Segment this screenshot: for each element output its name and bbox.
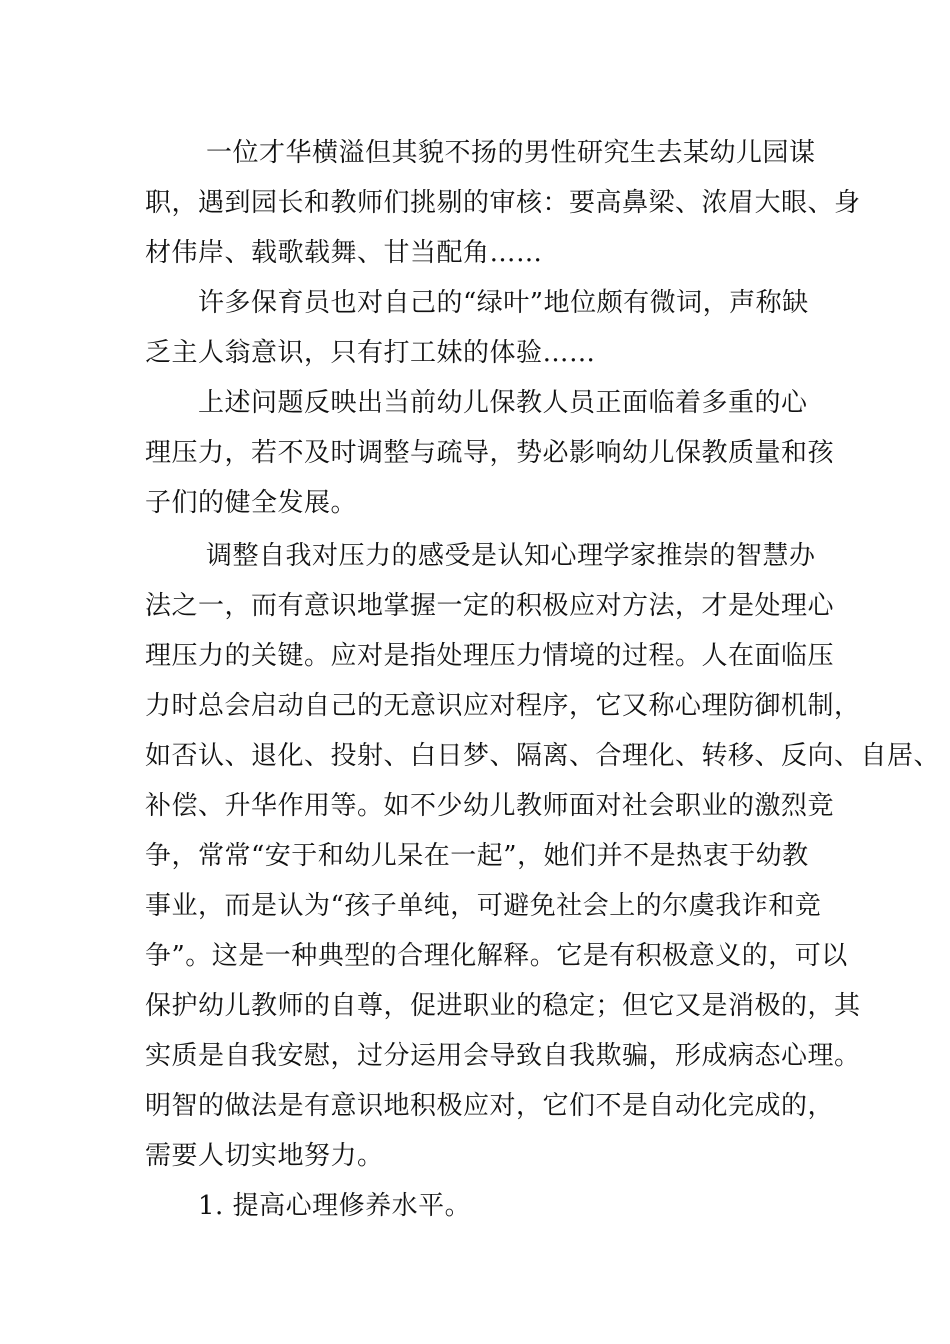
paragraph-2-line-1: 许多保育员也对自己的“绿叶”地位颇有微词，声称缺 xyxy=(198,288,809,318)
paragraph-4-line-10: 保护幼儿教师的自尊，促进职业的稳定；但它又是消极的，其 xyxy=(145,991,861,1021)
paragraph-4-line-11: 实质是自我安慰，过分运用会导致自我欺骗，形成病态心理。 xyxy=(145,1041,861,1071)
section-heading-1: 1. 提高心理修养水平。 xyxy=(198,1191,472,1221)
paragraph-3-line-2: 理压力，若不及时调整与疏导，势必影响幼儿保教质量和孩 xyxy=(145,438,835,468)
paragraph-4-line-2: 法之一，而有意识地掌握一定的积极应对方法，才是处理心 xyxy=(145,591,835,621)
paragraph-4-line-9: 争”。这是一种典型的合理化解释。它是有积极意义的，可以 xyxy=(145,941,848,971)
paragraph-1-line-3: 材伟岸、载歌载舞、甘当配角…… xyxy=(145,238,543,268)
paragraph-3-line-1: 上述问题反映出当前幼儿保教人员正面临着多重的心 xyxy=(198,388,808,418)
paragraph-2-line-2: 乏主人翁意识，只有打工妹的体验…… xyxy=(145,338,596,368)
paragraph-4-line-4: 力时总会启动自己的无意识应对程序，它又称心理防御机制， xyxy=(145,691,861,721)
paragraph-1-line-1: 一位才华横溢但其貌不扬的男性研究生去某幼儿园谋 xyxy=(206,138,816,168)
paragraph-4-line-12: 明智的做法是有意识地积极应对，它们不是自动化完成的， xyxy=(145,1091,835,1121)
paragraph-4-line-7: 争，常常“安于和幼儿呆在一起”，她们并不是热衷于幼教 xyxy=(145,841,809,871)
paragraph-4-line-3: 理压力的关键。应对是指处理压力情境的过程。人在面临压 xyxy=(145,641,835,671)
paragraph-4-line-1: 调整自我对压力的感受是认知心理学家推崇的智慧办 xyxy=(206,541,816,571)
paragraph-4-line-5: 如否认、退化、投射、白日梦、隔离、合理化、转移、反向、自居、 xyxy=(145,741,941,771)
paragraph-1-line-2: 职，遇到园长和教师们挑剔的审核：要高鼻梁、浓眉大眼、身 xyxy=(145,188,861,218)
paragraph-4-line-8: 事业，而是认为“孩子单纯，可避免社会上的尔虞我诈和竞 xyxy=(145,891,822,921)
paragraph-4-line-13: 需要人切实地努力。 xyxy=(145,1141,384,1171)
paragraph-4-line-6: 补偿、升华作用等。如不少幼儿教师面对社会职业的激烈竞 xyxy=(145,791,835,821)
paragraph-3-line-3: 子们的健全发展。 xyxy=(145,488,358,518)
